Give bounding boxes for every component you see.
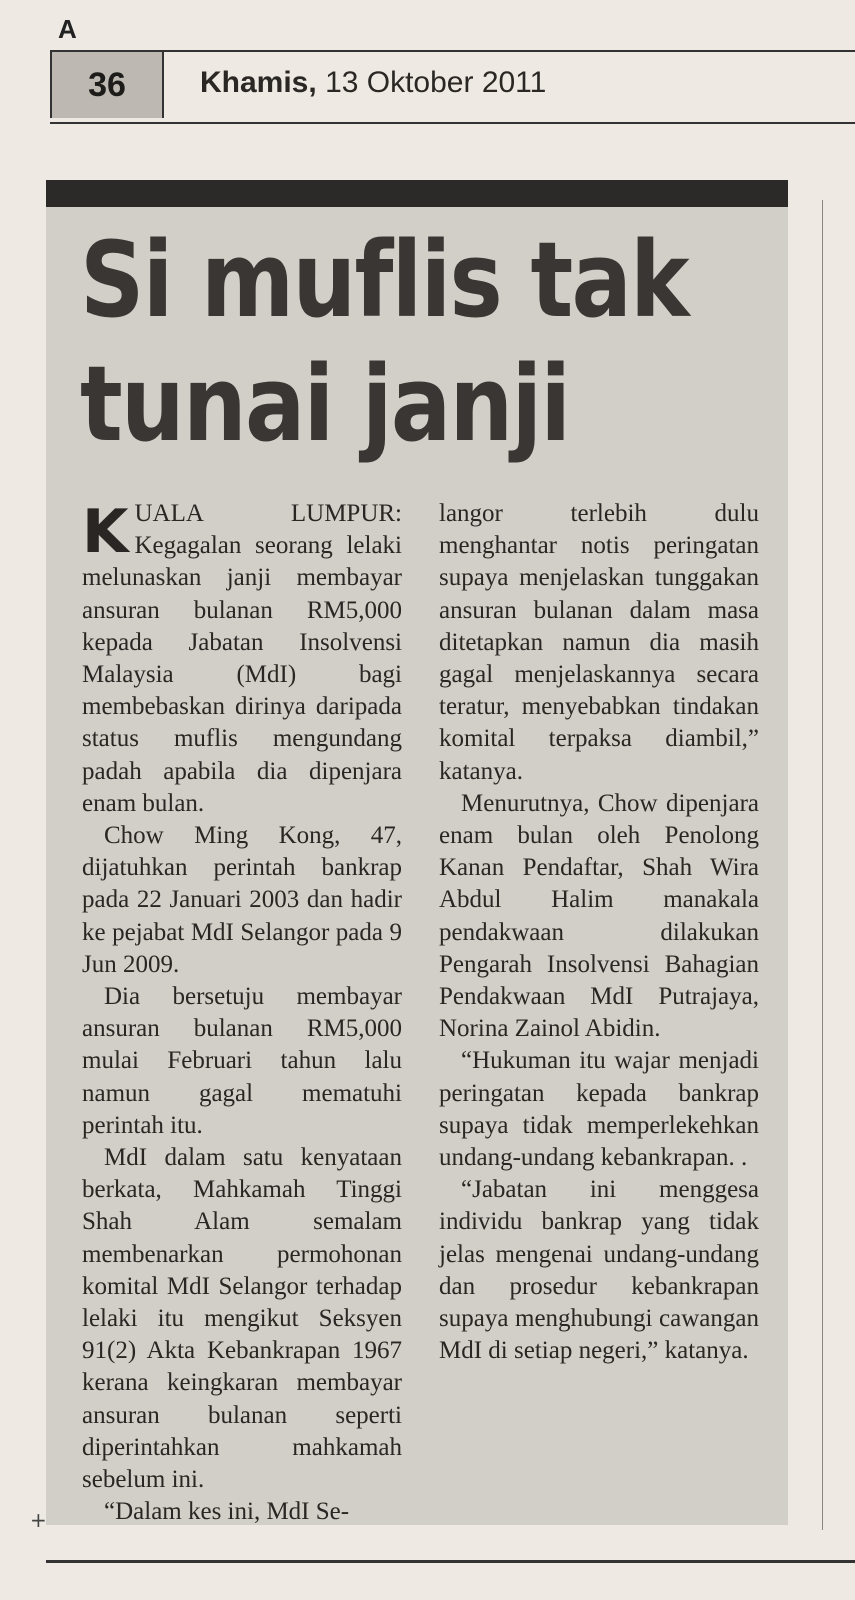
headline-line-1: Si muflis tak bbox=[80, 219, 688, 341]
headline bbox=[80, 218, 688, 466]
publication-date bbox=[200, 66, 546, 100]
paragraph: Dia bersetuju membayar ansuran bulanan RM5,000 mulai Februari tahun lalu namun gagal mematuhi perintah itu. bbox=[82, 983, 402, 1139]
bottom-rule bbox=[46, 1560, 855, 1563]
paragraph-text: UALA LUMPUR: Kegagalan seorang lelaki melunaskan janji membayar ansuran bulanan RM5,000 kepada Jabatan Insolvensi Malaysia (MdI) bagi membebaskan dirinya daripada status muflis mengundang padah apabila dia dipenjara enam bulan. bbox=[82, 500, 402, 817]
paragraph bbox=[82, 498, 402, 820]
column-rule bbox=[822, 200, 823, 1530]
date-rest: 13 Oktober 2011 bbox=[325, 66, 547, 99]
article-top-rule bbox=[46, 180, 788, 207]
section-letter: A bbox=[58, 14, 77, 44]
paragraph: MdI dalam satu kenyataan berkata, Mahkamah Tinggi Shah Alam semalam membenarkan permohonan komital MdI Selangor terhadap lelaki itu mengikut Seksyen 91(2) Akta Kebankrapan 1967 kerana keingkaran membayar ansuran bulanan seperti diperintahkan mahkamah sebelum ini. bbox=[82, 1144, 402, 1494]
page-number: 36 bbox=[50, 52, 164, 118]
article bbox=[46, 180, 788, 1525]
article-column-right bbox=[439, 498, 759, 1367]
paragraph: langor terlebih dulu menghantar notis peringatan supaya menjelaskan tunggakan ansuran bulanan dalam masa ditetapkan namun dia masih gagal menjelaskannya secara teratur, menyebabkan tindakan komital terpaksa diambil,” katanya. bbox=[439, 500, 759, 785]
paragraph: “Hukuman itu wajar menjadi peringatan kepada bankrap supaya tidak memperlekehkan undang-undang kebankrapan. . bbox=[439, 1047, 759, 1172]
paragraph: Chow Ming Kong, 47, dijatuhkan perintah bankrap pada 22 Januari 2003 dan hadir ke pejabat MdI Selangor pada 9 Jun 2009. bbox=[82, 822, 402, 978]
page-header bbox=[50, 50, 855, 124]
paragraph: “Dalam kes ini, MdI Se- bbox=[104, 1498, 350, 1526]
registration-mark-icon: + bbox=[30, 1508, 47, 1532]
dropcap: K bbox=[82, 497, 129, 567]
paragraph: Menurutnya, Chow dipenjara enam bulan oleh Penolong Kanan Pendaftar, Shah Wira Abdul Halim manakala pendakwaan dilakukan Pengarah Insolvensi Bahagian Pendakwaan MdI Putrajaya, Norina Zainol Abidin. bbox=[439, 789, 759, 1043]
date-day: Khamis, bbox=[200, 66, 317, 99]
paragraph: “Jabatan ini menggesa individu bankrap yang tidak jelas mengenai undang-undang dan prosedur kebankrapan supaya menghubungi cawangan MdI di setiap negeri,” katanya. bbox=[439, 1176, 759, 1365]
article-column-left bbox=[82, 498, 402, 1529]
headline-line-2: tunai janji bbox=[80, 343, 570, 465]
